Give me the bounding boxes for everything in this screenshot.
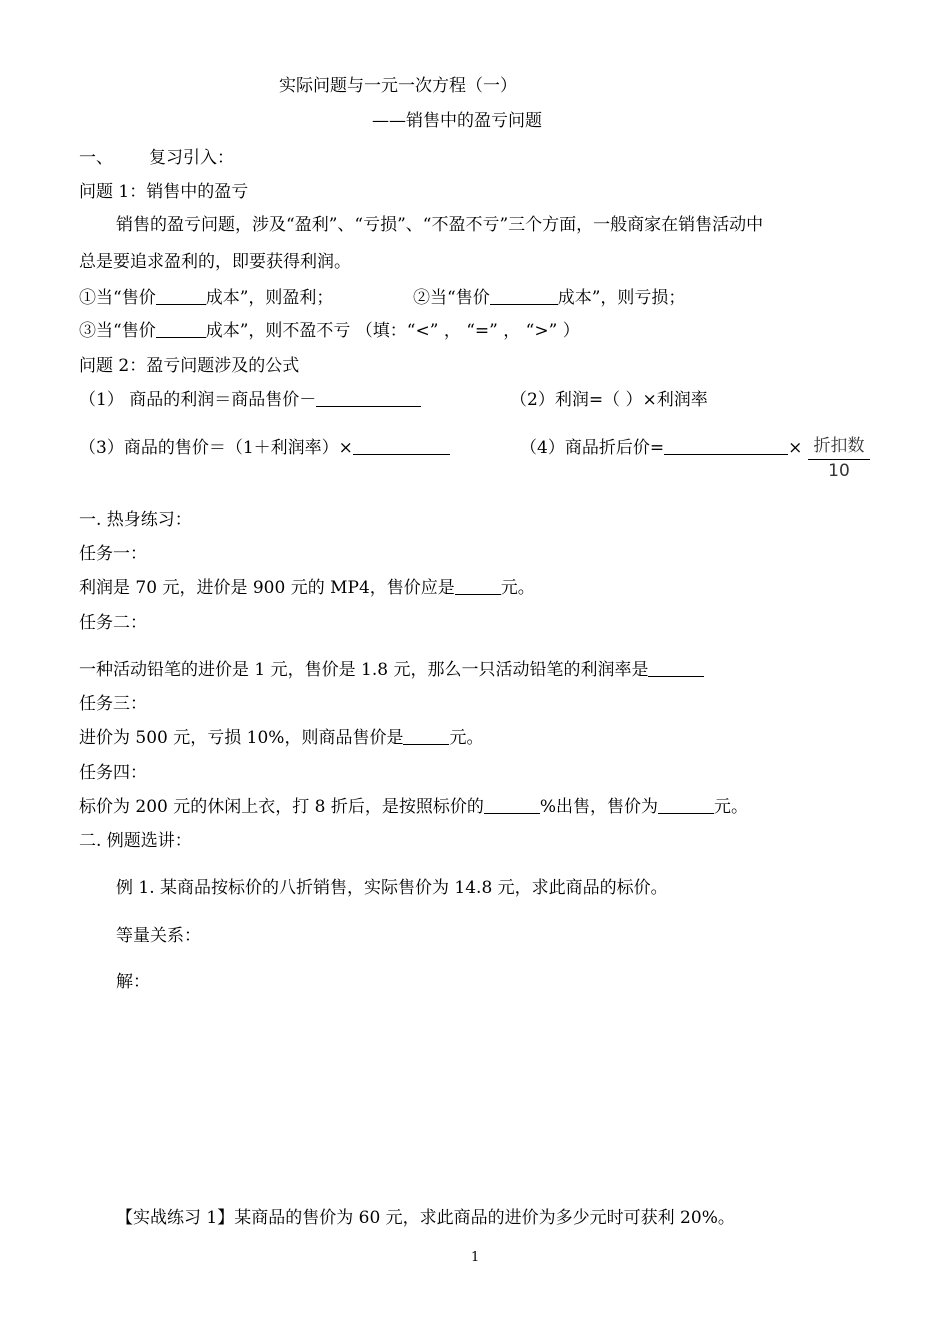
task-1	[79, 577, 535, 599]
page-number: 1	[471, 1250, 480, 1265]
task-3-text-a: 进价为 500 元，亏损 10%，则商品售价是	[79, 728, 404, 748]
task-4-text-b: %出售，售价为	[539, 797, 659, 817]
formula-4-blank[interactable]	[664, 438, 788, 455]
condition-2-text-b: 成本”，则亏损；	[557, 288, 686, 308]
fraction-numerator: 折扣数	[808, 435, 870, 460]
fraction-denominator: 10	[828, 461, 850, 481]
task-1-label: 任务一：	[79, 544, 147, 564]
condition-3-text-a: ③当“售价	[79, 321, 156, 341]
formula-3-text: （3）商品的售价＝（1＋利润率）×	[79, 438, 353, 458]
task-4-blank-percent[interactable]	[484, 797, 540, 814]
section-1-number: 一、	[79, 148, 113, 168]
formula-3	[79, 437, 450, 459]
formula-1	[79, 389, 421, 411]
question-1-paragraph-line-1: 销售的盈亏问题，涉及“盈利”、“亏损”、“不盈不亏”三个方面，一般商家在销售活动中	[116, 215, 764, 235]
section-1-title: 复习引入：	[149, 148, 234, 168]
task-4-label: 任务四：	[79, 763, 147, 783]
condition-2-blank[interactable]	[490, 288, 558, 305]
task-4	[79, 796, 748, 818]
formula-4-times: ×	[788, 438, 803, 458]
formula-2: （2）利润=（ ）×利润率	[510, 390, 708, 410]
discount-fraction	[808, 435, 870, 482]
condition-2	[413, 287, 685, 309]
formula-1-blank[interactable]	[316, 390, 421, 407]
task-2-label: 任务二：	[79, 613, 147, 633]
condition-3	[79, 320, 580, 342]
condition-1-text-a: ①当“售价	[79, 288, 156, 308]
page-title: 实际问题与一元一次方程（一）	[279, 76, 517, 96]
formula-4-text: （4）商品折后价=	[520, 438, 665, 458]
task-3-text-b: 元。	[449, 728, 484, 748]
condition-2-text-a: ②当“售价	[413, 288, 490, 308]
task-2	[79, 659, 704, 681]
solution-label: 解：	[116, 972, 150, 992]
formula-1-text: （1） 商品的利润＝商品售价－	[79, 390, 317, 410]
task-3-label: 任务三：	[79, 694, 147, 714]
warmup-heading: 一. 热身练习：	[79, 510, 192, 530]
question-1-title: 问题 1：销售中的盈亏	[79, 182, 249, 202]
task-2-blank[interactable]	[648, 660, 704, 677]
section-1-heading	[79, 147, 234, 169]
condition-3-text-b: 成本”，则不盈不亏 （填：“<” ， “=” ， “>” ）	[205, 321, 580, 341]
example-1: 例 1. 某商品按标价的八折销售，实际售价为 14.8 元，求此商品的标价。	[116, 878, 668, 898]
question-1-paragraph-line-2: 总是要追求盈利的，即要获得利润。	[79, 252, 351, 272]
formula-4	[520, 437, 802, 459]
page-subtitle: ——销售中的盈亏问题	[372, 111, 542, 131]
task-1-text-b: 元。	[500, 578, 535, 598]
condition-3-blank[interactable]	[156, 321, 206, 338]
condition-1-blank[interactable]	[156, 288, 206, 305]
condition-1-text-b: 成本”，则盈利；	[205, 288, 334, 308]
examples-heading: 二. 例题选讲：	[79, 831, 192, 851]
equivalence-relation-label: 等量关系：	[116, 926, 201, 946]
task-3	[79, 727, 483, 749]
task-1-blank[interactable]	[455, 578, 501, 595]
condition-1	[79, 287, 333, 309]
task-1-text-a: 利润是 70 元，进价是 900 元的 MP4，售价应是	[79, 578, 455, 598]
practice-1: 【实战练习 1】某商品的售价为 60 元，求此商品的进价为多少元时可获利 20%。	[116, 1208, 735, 1228]
task-3-blank[interactable]	[403, 728, 449, 745]
task-4-text-a: 标价为 200 元的休闲上衣，打 8 折后，是按照标价的	[79, 797, 484, 817]
task-4-blank-price[interactable]	[658, 797, 714, 814]
formula-3-blank[interactable]	[353, 438, 450, 455]
question-2-title: 问题 2：盈亏问题涉及的公式	[79, 356, 300, 376]
task-2-text: 一种活动铅笔的进价是 1 元，售价是 1.8 元，那么一只活动铅笔的利润率是	[79, 660, 649, 680]
task-4-text-c: 元。	[714, 797, 749, 817]
